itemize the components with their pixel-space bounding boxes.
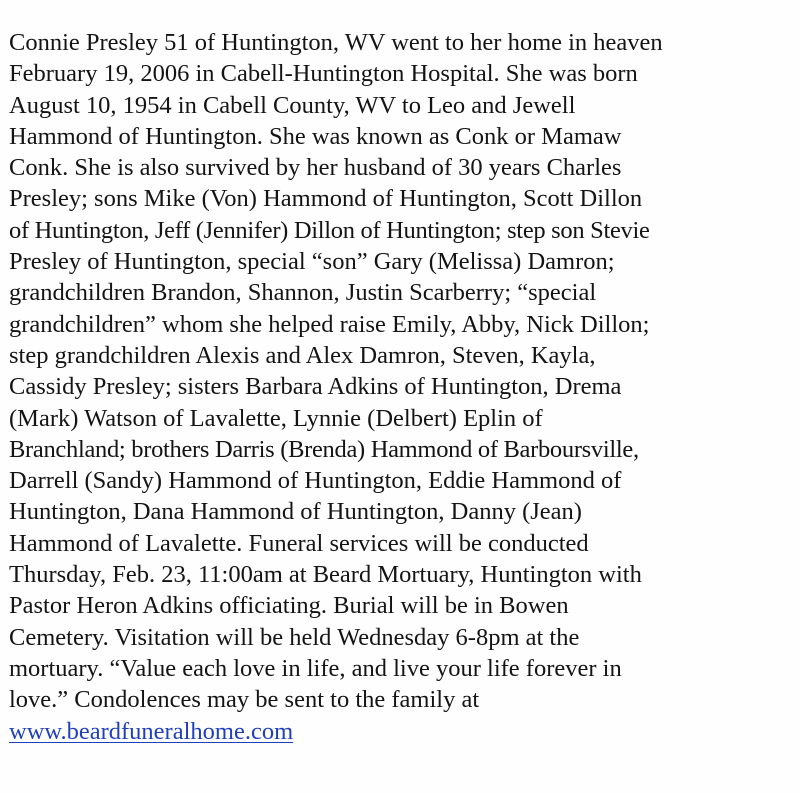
obituary-line: (Mark) Watson of Lavalette, Lynnie (Delbert) Eplin of [9, 404, 543, 432]
obituary-line: Presley of Huntington, special “son” Gary (Melissa) Damron; [9, 248, 615, 276]
obituary-text [9, 27, 799, 747]
obituary-line: Huntington, Dana Hammond of Huntington, Danny (Jean) [9, 498, 582, 526]
obituary-line: of Huntington, Jeff (Jennifer) Dillon of Huntington; step son Stevie [9, 216, 650, 244]
funeral-home-website-link[interactable]: www.beardfuneralhome.com [9, 717, 294, 745]
obituary-line: Thursday, Feb. 23, 11:00am at Beard Mortuary, Huntington with [9, 561, 642, 589]
obituary-line: February 19, 2006 in Cabell-Huntington Hospital. She was born [9, 60, 638, 88]
obituary-line: Conk. She is also survived by her husband of 30 years Charles [9, 154, 622, 182]
obituary-line: Hammond of Lavalette. Funeral services will be conducted [9, 529, 589, 557]
obituary-line: Cemetery. Visitation will be held Wednesday 6-8pm at the [9, 623, 580, 651]
obituary-line: step grandchildren Alexis and Alex Damron, Steven, Kayla, [9, 341, 596, 369]
obituary-line: grandchildren” whom she helped raise Emily, Abby, Nick Dillon; [9, 310, 650, 338]
obituary-line: grandchildren Brandon, Shannon, Justin Scarberry; “special [9, 279, 597, 307]
website-line [9, 716, 799, 747]
obituary-line: August 10, 1954 in Cabell County, WV to Leo and Jewell [9, 91, 576, 119]
obituary-line: Darrell (Sandy) Hammond of Huntington, Eddie Hammond of [9, 467, 622, 495]
obituary-line: Connie Presley 51 of Huntington, WV went to her home in heaven [9, 29, 663, 56]
obituary-line: Cassidy Presley; sisters Barbara Adkins of Huntington, Drema [9, 373, 622, 401]
obituary-line: Branchland; brothers Darris (Brenda) Hammond of Barboursville, [9, 435, 639, 463]
obituary-line: Presley; sons Mike (Von) Hammond of Huntington, Scott Dillon [9, 185, 643, 213]
obituary-line: mortuary. “Value each love in life, and live your life forever in [9, 654, 622, 682]
obituary-line: Hammond of Huntington. She was known as Conk or Mamaw [9, 122, 622, 150]
obituary-line: Pastor Heron Adkins officiating. Burial will be in Bowen [9, 592, 569, 620]
obituary-line: love.” Condolences may be sent to the family at [9, 686, 480, 714]
